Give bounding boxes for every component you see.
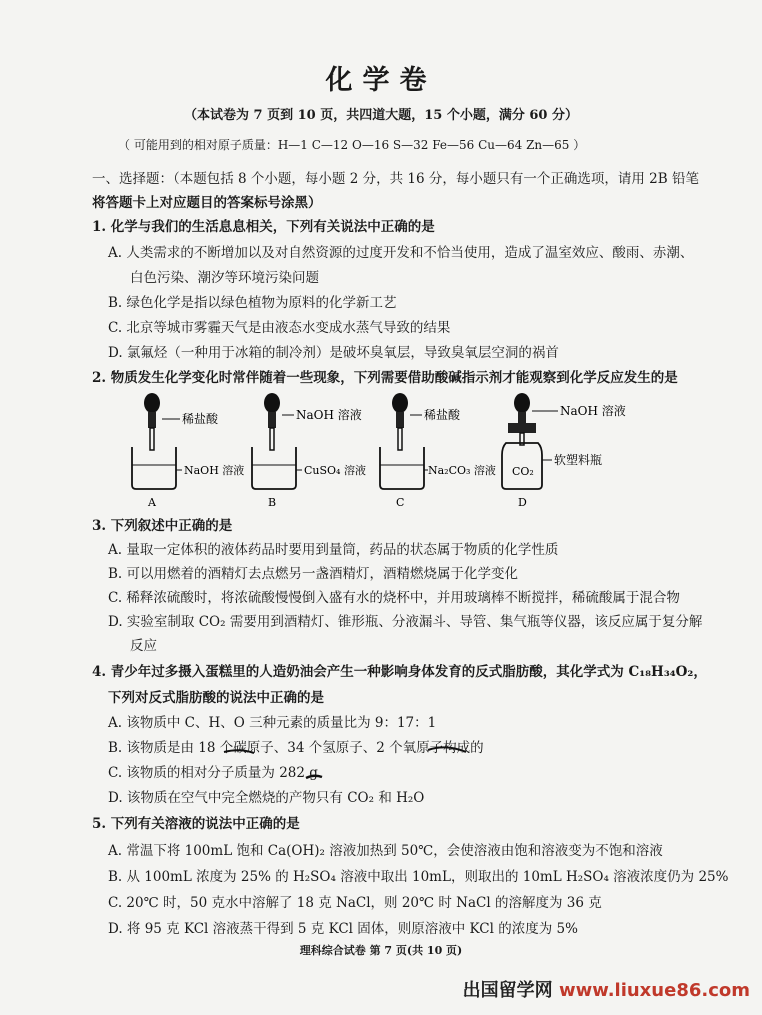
apparatus-c	[380, 393, 496, 509]
apparatus-c-dropper-label: 稀盐酸	[424, 408, 461, 422]
q3-option-d-cont: 反应	[130, 638, 157, 654]
apparatus-c-beaker-label: Na₂CO₃ 溶液	[428, 464, 496, 477]
exam-subtitle: （本试卷为 7 页到 10 页，共四道大题，15 个小题，满分 60 分）	[184, 108, 578, 123]
watermark-site-name: 出国留学网	[462, 980, 553, 1001]
apparatus-a-beaker-label: NaOH 溶液	[184, 464, 245, 477]
apparatus-b	[252, 393, 366, 509]
q3-stem: 3. 下列叙述中正确的是	[92, 518, 233, 534]
q4-option-c: C. 该物质的相对分子质量为 282 g	[108, 765, 318, 781]
apparatus-d-bottle-label: 软塑料瓶	[554, 453, 603, 467]
q1-option-a-cont: 白色污染、潮汐等环境污染问题	[130, 270, 319, 286]
q5-option-d: D. 将 95 克 KCl 溶液蒸干得到 5 克 KCl 固体，则原溶液中 KCl 的浓度为 5%	[108, 921, 578, 937]
q5-option-a: A. 常温下将 100mL 饱和 Ca(OH)₂ 溶液加热到 50℃，会使溶液由饱和溶液变为不饱和溶液	[108, 843, 663, 859]
q1-option-a: A. 人类需求的不断增加以及对自然资源的过度开发和不恰当使用，造成了温室效应、酸雨、赤潮、	[108, 245, 694, 261]
apparatus-d-gas-label: CO₂	[512, 465, 534, 478]
section1-instructions-cont: 将答题卡上对应题目的答案标号涂黑）	[92, 195, 322, 211]
apparatus-b-letter: B	[268, 496, 277, 509]
apparatus-figure	[110, 385, 710, 510]
apparatus-a-letter: A	[148, 496, 156, 509]
q5-stem: 5. 下列有关溶液的说法中正确的是	[92, 816, 300, 832]
q5-option-c: C. 20℃ 时，50 克水中溶解了 18 克 NaCl，则 20℃ 时 NaCl 的溶解度为 36 克	[108, 895, 602, 911]
q4-stem-cont: 下列对反式脂肪酸的说法中正确的是	[108, 690, 324, 706]
page-title: 化学卷	[325, 65, 437, 96]
q3-option-c: C. 稀释浓硫酸时，将浓硫酸慢慢倒入盛有水的烧杯中，并用玻璃棒不断搅拌，稀硫酸属于混合物	[108, 590, 680, 606]
q1-option-d: D. 氯氟烃（一种用于冰箱的制冷剂）是破坏臭氧层，导致臭氧层空洞的祸首	[108, 345, 559, 361]
apparatus-b-dropper-label: NaOH 溶液	[296, 408, 362, 422]
q1-stem: 1. 化学与我们的生活息息相关，下列有关说法中正确的是	[92, 219, 435, 235]
q4-option-d: D. 该物质在空气中完全燃烧的产物只有 CO₂ 和 H₂O	[108, 790, 425, 806]
apparatus-c-letter: C	[396, 496, 405, 509]
apparatus-d	[502, 393, 626, 509]
apparatus-d-dropper-label: NaOH 溶液	[560, 404, 626, 418]
apparatus-d-letter: D	[518, 496, 527, 509]
section1-instructions: 一、选择题：（本题包括 8 个小题，每小题 2 分，共 16 分，每小题只有一个正确选项，请用 2B 铅笔	[92, 171, 699, 187]
q2-stem: 2. 物质发生化学变化时常伴随着一些现象，下列需要借助酸碱指示剂才能观察到化学反应发生的是	[92, 370, 678, 386]
q4-stem: 4. 青少年过多摄入蛋糕里的人造奶油会产生一种影响身体发育的反式脂肪酸，其化学式为 C₁₈H₃₄O₂，	[92, 664, 707, 680]
page-footer: 理科综合试卷 第 7 页(共 10 页)	[299, 944, 463, 957]
q3-option-a: A. 量取一定体积的液体药品时要用到量筒，药品的状态属于物质的化学性质	[108, 542, 559, 558]
watermark-url: www.liuxue86.com	[558, 980, 750, 1001]
atomic-masses: （ 可能用到的相对原子质量：H—1 C—12 O—16 S—32 Fe—56 Cu—64 Zn—65 ）	[118, 138, 586, 152]
q3-option-b: B. 可以用燃着的酒精灯去点燃另一盏酒精灯，酒精燃烧属于化学变化	[108, 566, 519, 582]
q1-option-c: C. 北京等城市雾霾天气是由液态水变成水蒸气导致的结果	[108, 320, 451, 336]
q5-option-b: B. 从 100mL 浓度为 25% 的 H₂SO₄ 溶液中取出 10mL，则取出的 10mL H₂SO₄ 溶液浓度仍为 25%	[108, 869, 729, 885]
q1-option-b: B. 绿色化学是指以绿色植物为原料的化学新工艺	[108, 295, 397, 311]
apparatus-a-dropper-label: 稀盐酸	[182, 412, 219, 426]
q3-option-d: D. 实验室制取 CO₂ 需要用到酒精灯、锥形瓶、分液漏斗、导管、集气瓶等仪器，该反应属于复分解	[108, 614, 703, 630]
q4-option-a: A. 该物质中 C、H、O 三种元素的质量比为 9：17：1	[108, 715, 437, 731]
site-watermark	[463, 976, 750, 1002]
q4-option-b: B. 该物质是由 18 个碳原子、34 个氢原子、2 个氧原子构成的	[108, 740, 484, 756]
apparatus-a	[132, 393, 244, 509]
apparatus-b-beaker-label: CuSO₄ 溶液	[304, 464, 366, 477]
